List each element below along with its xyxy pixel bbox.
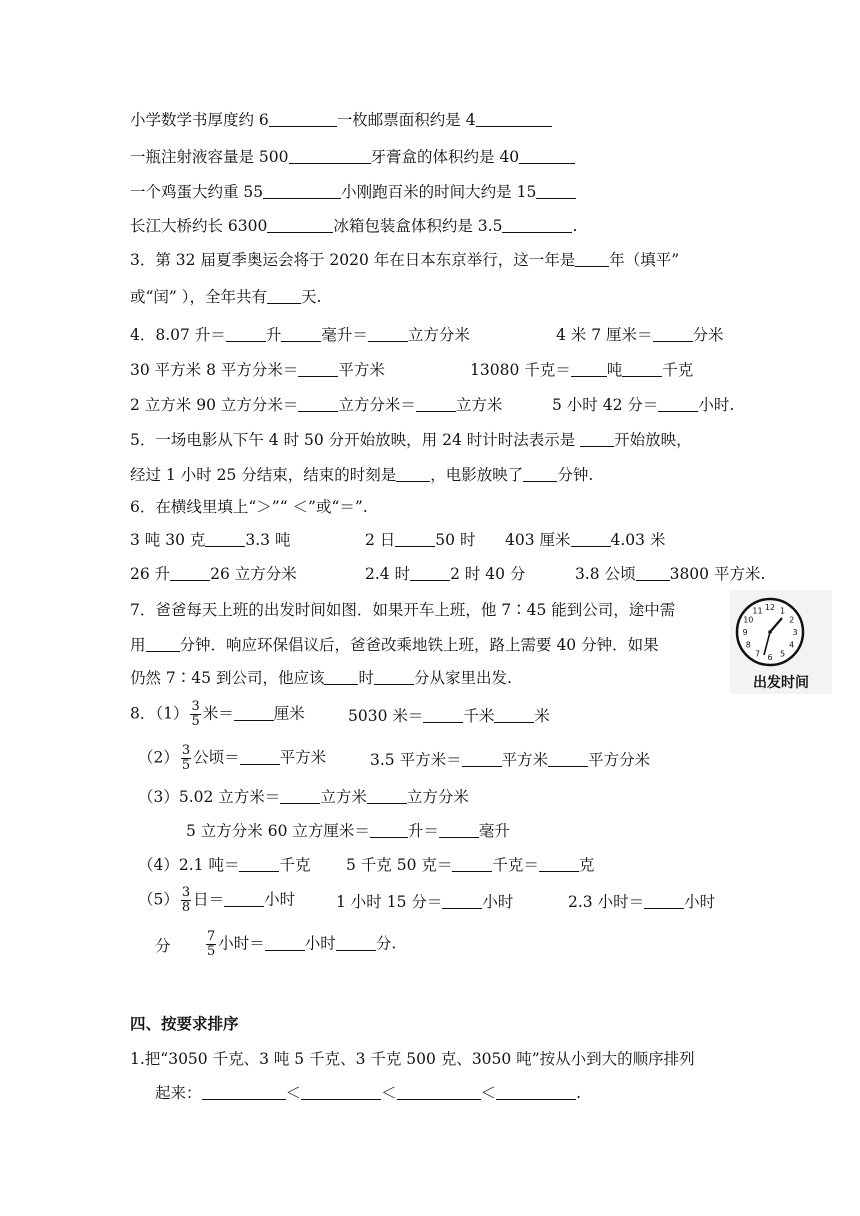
prompt-text: 5030 米＝ xyxy=(348,707,424,725)
question-8-item xyxy=(346,855,594,875)
answer-blank[interactable] xyxy=(396,465,430,482)
answer-blank[interactable] xyxy=(575,250,609,267)
clock-numeral: 2 xyxy=(789,615,795,625)
prompt-text: 克 xyxy=(578,856,595,874)
fraction xyxy=(181,744,191,773)
prompt-text: 立方分米 xyxy=(406,788,469,806)
answer-blank[interactable] xyxy=(263,182,341,199)
fraction xyxy=(181,886,191,915)
prompt-text: 小时 xyxy=(684,893,716,911)
question-6-item xyxy=(365,564,525,584)
answer-blank[interactable] xyxy=(298,360,338,377)
question-5-line-2 xyxy=(130,465,593,485)
prompt-text: 立方分米 xyxy=(407,326,470,344)
answer-blank[interactable] xyxy=(226,325,266,342)
answer-blank[interactable] xyxy=(476,110,552,127)
answer-blank[interactable] xyxy=(269,110,337,127)
prompt-text: 3 吨 30 克 xyxy=(130,531,206,549)
answer-blank[interactable] xyxy=(370,821,408,838)
answer-blank[interactable] xyxy=(265,934,305,951)
answer-blank[interactable] xyxy=(502,216,572,233)
question-6-item xyxy=(365,530,475,550)
prompt-text: 50 时 xyxy=(435,531,476,549)
answer-blank[interactable] xyxy=(146,635,180,652)
prompt-text: 2 时 40 分 xyxy=(450,565,526,583)
answer-blank[interactable] xyxy=(658,395,698,412)
answer-blank[interactable] xyxy=(205,530,245,547)
prompt-text: 小学数学书厚度约 6 xyxy=(130,111,269,129)
prompt-text: 一瓶注射液容量是 500 xyxy=(130,148,289,166)
prompt-text: 3800 平方米. xyxy=(669,565,766,583)
answer-blank[interactable] xyxy=(240,748,280,765)
prompt-text: 分钟. xyxy=(557,466,594,484)
prompt-text: 分从家里出发. xyxy=(413,669,512,687)
prompt-text: 2 立方米 90 立方分米＝ xyxy=(130,396,299,414)
prompt-text: 立方米 xyxy=(455,396,503,414)
fraction-denominator: 5 xyxy=(181,758,191,773)
answer-blank[interactable] xyxy=(536,182,576,199)
clock-numeral: 4 xyxy=(789,640,795,650)
prompt-text: ，电影放映了 xyxy=(430,466,524,484)
answer-blank[interactable] xyxy=(523,465,557,482)
prompt-text: 公顷＝ xyxy=(193,748,240,767)
prompt-text: 1.把“3050 千克、3 吨 5 千克、3 千克 500 克、3050 吨”按从小到大的顺序排列 xyxy=(130,1050,695,1068)
prompt-text: 年（填平” xyxy=(609,251,680,269)
period-text: . xyxy=(576,1084,581,1102)
question-8-item xyxy=(336,892,513,912)
prompt-text: 分 xyxy=(155,937,171,955)
prompt-text: 立方米 xyxy=(320,788,367,806)
prompt-text: 日＝ xyxy=(193,890,225,909)
prompt-text: 分米 xyxy=(692,326,724,344)
question-7-line-1 xyxy=(130,600,675,620)
departure-clock-figure xyxy=(730,590,832,694)
answer-blank[interactable] xyxy=(416,395,456,412)
less-than-sign: ＜ xyxy=(285,1084,302,1102)
prompt-text: 3.8 公顷 xyxy=(575,565,636,583)
prompt-text: 米 xyxy=(534,707,550,725)
prompt-text: 6．在横线里填上“＞”“ ＜”或“＝”. xyxy=(130,498,368,516)
answer-blank[interactable] xyxy=(280,787,320,804)
prompt-text: 仍然 7∶45 到公司，他应该 xyxy=(130,669,325,687)
answer-blank[interactable] xyxy=(395,530,435,547)
fraction-numerator: 7 xyxy=(207,929,216,944)
clock-numeral: 6 xyxy=(767,653,773,662)
question-8-item xyxy=(370,750,650,770)
prompt-text: 8．（1） xyxy=(130,704,189,723)
prompt-text: 3.3 吨 xyxy=(245,531,291,549)
answer-blank[interactable] xyxy=(452,855,492,872)
prompt-text: 千克 xyxy=(279,856,311,874)
prompt-text: 平方米 xyxy=(338,361,385,379)
less-than-sign: ＜ xyxy=(381,1084,397,1102)
answer-blank[interactable] xyxy=(410,564,450,581)
clock-numeral: 7 xyxy=(754,649,761,659)
question-8-item xyxy=(138,855,310,875)
prompt-text: 小时 xyxy=(482,893,514,911)
question-4-item xyxy=(130,325,470,345)
answer-blank[interactable] xyxy=(267,287,301,304)
answer-blank[interactable] xyxy=(439,821,479,838)
prompt-text: 5 千克 50 克＝ xyxy=(346,856,453,874)
clock-numeral: 1 xyxy=(779,606,786,616)
prompt-text: （2） xyxy=(138,748,179,767)
answer-blank[interactable] xyxy=(267,216,333,233)
question-8-item xyxy=(138,744,326,773)
prompt-text: 30 平方米 8 平方分米＝ xyxy=(130,361,299,379)
clock-numeral: 5 xyxy=(779,649,786,659)
prompt-text: 升 xyxy=(265,326,282,344)
answer-blank[interactable] xyxy=(374,668,414,685)
answer-blank[interactable] xyxy=(644,892,684,909)
prompt-text: 毫升＝ xyxy=(321,326,368,344)
clock-numeral: 10 xyxy=(743,615,754,625)
prompt-text: 403 厘米 xyxy=(505,531,571,549)
prompt-text: 2 日 xyxy=(365,531,396,549)
fraction-numerator: 3 xyxy=(191,699,200,714)
question-6-title xyxy=(130,497,368,517)
prompt-text: 2.4 时 xyxy=(365,565,411,583)
question-8-item xyxy=(138,787,469,807)
prompt-text: 5．一场电影从下午 4 时 50 分开始放映，用 24 时计时法表示是 xyxy=(130,431,576,449)
answer-blank[interactable] xyxy=(202,1083,286,1100)
prompt-text: 冰箱包装盒体积约是 3.5 xyxy=(333,217,503,235)
answer-blank[interactable] xyxy=(336,934,376,951)
prompt-text: 用 xyxy=(130,636,146,654)
answer-blank[interactable] xyxy=(636,564,670,581)
prompt-text: 13080 千克＝ xyxy=(470,361,571,379)
answer-blank[interactable] xyxy=(239,855,279,872)
prompt-text: 7．爸爸每天上班的出发时间如图．如果开车上班，他 7∶45 能到公司，途中需 xyxy=(130,601,676,619)
clock-label: 出发时间 xyxy=(753,675,809,691)
answer-blank[interactable] xyxy=(170,564,210,581)
answer-blank[interactable] xyxy=(494,706,534,723)
question-8-item xyxy=(348,706,550,726)
prompt-text: 米＝ xyxy=(202,704,234,723)
clock-numeral: 9 xyxy=(742,628,748,637)
prompt-text: 4.03 米 xyxy=(610,531,666,549)
prompt-text: 时 xyxy=(358,669,374,687)
answer-blank[interactable] xyxy=(442,892,482,909)
period-text: . xyxy=(572,217,578,235)
answer-blank[interactable] xyxy=(519,147,575,164)
prompt-text: 经过 1 小时 25 分结束，结束的时刻是 xyxy=(130,466,397,484)
text-line xyxy=(130,110,552,130)
prompt-text: 千米 xyxy=(463,707,495,725)
fraction xyxy=(190,700,200,729)
prompt-text: 一枚邮票面积约是 4 xyxy=(336,111,476,129)
fraction-numerator: 3 xyxy=(181,743,191,758)
question-4-item xyxy=(556,325,724,345)
prompt-text: 1 小时 15 分＝ xyxy=(336,893,443,911)
clock-numeral: 11 xyxy=(752,606,763,616)
prompt-text: 毫升 xyxy=(478,822,510,840)
prompt-text: （5） xyxy=(138,890,179,909)
question-6-item xyxy=(575,564,765,584)
answer-blank[interactable] xyxy=(653,325,693,342)
answer-blank[interactable] xyxy=(423,706,463,723)
question-4-item xyxy=(552,395,734,415)
prompt-text: 4．8.07 升＝ xyxy=(130,326,226,344)
question-3-line-2 xyxy=(130,287,321,307)
question-8-item xyxy=(138,886,295,915)
question-8-item xyxy=(568,892,715,912)
prompt-text: 小时 xyxy=(264,890,296,909)
section-4-heading: 四、按要求排序 xyxy=(130,1015,239,1033)
answer-blank[interactable] xyxy=(548,750,588,767)
answer-blank[interactable] xyxy=(301,1083,381,1100)
question-6-item xyxy=(130,530,290,550)
text-line xyxy=(130,216,577,236)
answer-blank[interactable] xyxy=(368,325,408,342)
question-4-item xyxy=(130,360,385,380)
question-6-item xyxy=(505,530,665,550)
clock-icon xyxy=(730,590,832,674)
clock-numeral: 8 xyxy=(745,640,751,650)
prompt-text: 分. xyxy=(375,934,397,953)
prompt-text: 3.5 平方米＝ xyxy=(370,751,462,769)
prompt-text: 千克 xyxy=(662,361,694,379)
prompt-text: 天. xyxy=(301,288,322,306)
section-4-question-1-line-2 xyxy=(155,1083,581,1103)
answer-blank[interactable] xyxy=(571,530,611,547)
prompt-text: 4 米 7 厘米＝ xyxy=(556,326,653,344)
fraction-denominator: 5 xyxy=(191,714,200,729)
question-8-item xyxy=(130,700,305,729)
prompt-text: 立方分米＝ xyxy=(338,396,416,414)
answer-blank[interactable] xyxy=(324,668,358,685)
fraction-denominator: 8 xyxy=(181,900,191,915)
text-line xyxy=(130,182,576,202)
prompt-text: 平方米 xyxy=(501,751,549,769)
answer-blank[interactable] xyxy=(289,147,371,164)
question-4-item xyxy=(130,395,502,415)
question-7-line-3 xyxy=(130,668,512,688)
answer-blank[interactable] xyxy=(397,1083,481,1100)
prompt-text: 升＝ xyxy=(407,822,439,840)
answer-blank[interactable] xyxy=(571,360,607,377)
prompt-text: 分钟．响应环保倡议后，爸爸改乘地铁上班，路上需要 40 分钟．如果 xyxy=(179,636,659,654)
question-8-item xyxy=(186,821,510,841)
prompt-text: 平方分米 xyxy=(588,751,651,769)
prompt-text: 小刚跑百米的时间大约是 15 xyxy=(341,183,537,201)
answer-blank[interactable] xyxy=(539,855,579,872)
answer-blank[interactable] xyxy=(367,787,407,804)
prompt-text: （3）5.02 立方米＝ xyxy=(138,788,281,806)
fraction-denominator: 5 xyxy=(207,944,216,959)
question-8-item xyxy=(155,936,171,956)
prompt-text: 起来： xyxy=(155,1084,202,1102)
question-3-line-1 xyxy=(130,250,679,270)
less-than-sign: ＜ xyxy=(480,1084,497,1102)
prompt-text: 千克＝ xyxy=(492,856,539,874)
fraction xyxy=(206,930,216,959)
question-7-line-2 xyxy=(130,635,659,655)
answer-blank[interactable] xyxy=(224,890,264,907)
answer-blank[interactable] xyxy=(580,430,614,447)
prompt-text: 26 升 xyxy=(130,565,171,583)
answer-blank[interactable] xyxy=(622,360,662,377)
text-line xyxy=(130,147,575,167)
prompt-text: 平方米 xyxy=(279,748,327,767)
prompt-text: 小时. xyxy=(698,396,735,414)
question-4-item xyxy=(470,360,693,380)
prompt-text: 一个鸡蛋大约重 55 xyxy=(130,183,264,201)
prompt-text: 小时 xyxy=(304,934,336,953)
prompt-text: （4）2.1 吨＝ xyxy=(138,856,240,874)
prompt-text: 小时＝ xyxy=(218,934,265,953)
answer-blank[interactable] xyxy=(496,1083,576,1100)
clock-numeral: 12 xyxy=(764,603,776,612)
question-8-item xyxy=(204,930,396,959)
prompt-text: 吨 xyxy=(606,361,623,379)
prompt-text: 26 立方分米 xyxy=(210,565,297,583)
section-4-question-1-line-1 xyxy=(130,1049,695,1069)
prompt-text: 3．第 32 届夏季奥运会将于 2020 年在日本东京举行，这一年是 xyxy=(130,251,576,269)
prompt-text: 或“闰” ），全年共有 xyxy=(130,288,268,306)
prompt-text: 2.3 小时＝ xyxy=(568,893,645,911)
prompt-text: 5 小时 42 分＝ xyxy=(552,396,659,414)
answer-blank[interactable] xyxy=(298,395,338,412)
prompt-text: 长江大桥约长 6300 xyxy=(130,217,268,235)
question-5-line-1 xyxy=(130,430,692,450)
prompt-text: 厘米 xyxy=(273,704,305,723)
question-6-item xyxy=(130,564,297,584)
prompt-text: 开始放映， xyxy=(614,431,692,449)
fraction-numerator: 3 xyxy=(181,885,191,900)
answer-blank[interactable] xyxy=(281,325,321,342)
clock-numeral: 3 xyxy=(792,628,798,637)
answer-blank[interactable] xyxy=(462,750,502,767)
answer-blank[interactable] xyxy=(234,704,274,721)
prompt-text: 牙膏盒的体积约是 40 xyxy=(370,148,520,166)
prompt-text: 5 立方分米 60 立方厘米＝ xyxy=(186,822,370,840)
